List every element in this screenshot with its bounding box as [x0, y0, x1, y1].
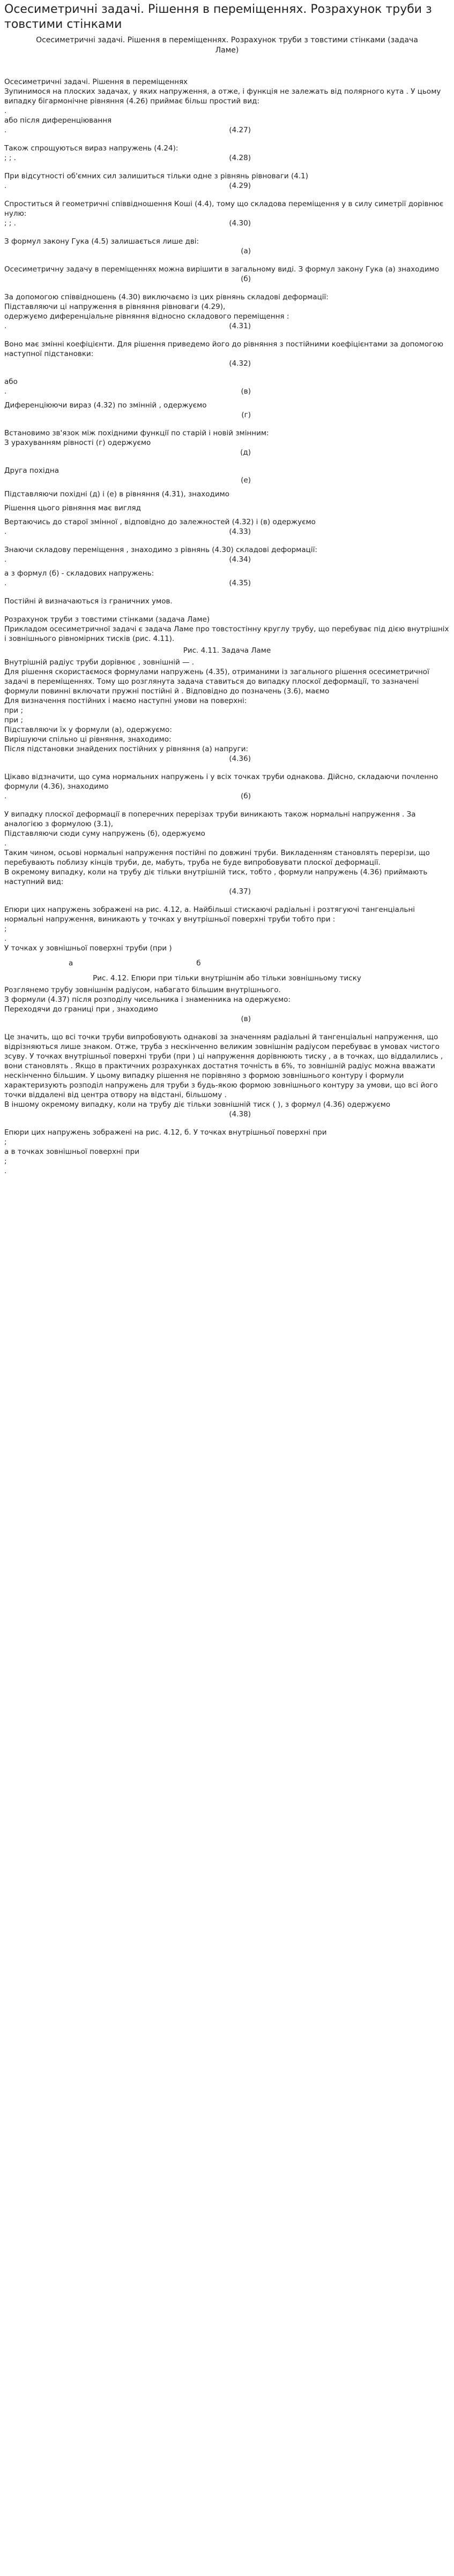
paragraph: Підставляючи сюди суму напружень (б), одержуємо [4, 829, 205, 838]
paragraph: З формули (4.37) після розподілу чисельника і знаменника на одержуємо: [4, 995, 291, 1004]
equation-line [4, 578, 347, 588]
paragraph: . [4, 1167, 7, 1175]
paragraph: або після диференціювання [4, 116, 112, 125]
page-subtitle: Осесиметричні задачі. Рішення в переміщеннях. Розрахунок труби з товстими стінками (задача Ламе) [36, 36, 418, 55]
equation-number: (г) [241, 411, 251, 419]
equation-text: . [4, 527, 7, 536]
spacer [4, 191, 450, 199]
equation-number: (4.32) [229, 359, 251, 368]
figure-label-b: б [196, 959, 201, 968]
equation-number: (4.37) [229, 887, 251, 896]
equation-number: (4.29) [229, 182, 251, 190]
paragraph: Також спрощуються вираз напружень (4.24): [4, 144, 178, 153]
paragraph: Вертаючись до старої змінної , відповідно до залежностей (4.32) і (в) одержуємо [4, 518, 316, 526]
equation-line [4, 153, 347, 163]
spacer [4, 564, 450, 569]
paragraph: Це значить, що всі точки труби випробовують однакові за значенням радіальні й тангенціальні напруження, що відрізняються лише знаком. Отже, труба з нескінченно великим зовнішнім радіусом перебуває в умовах чистого зсуву. У точках внутрішньої поверхні труби (при ) ці напруження дорівнюють тиску , а в точках, що віддалились , вони становлять . Якщо в практичних розрахунках достатня точність в 6%, то зовнішній радіус можна вважати нескінченно більшим. У цьому випадку рішення не порівняно з формою зовнішнього контуру і формули характеризують розподіл напружень для труби з будь-якою формою зовнішнього контуру за умови, що всі його точки віддалені від центра отвору на відстані, більшому . [4, 1033, 443, 1099]
paragraph: Для визначення постійних і маємо наступні умови на поверхні: [4, 697, 247, 705]
paragraph: У точках у зовнішньої поверхні труби (при ) [4, 944, 172, 953]
spacer [4, 228, 450, 237]
paragraph: Знаючи складову переміщення , знаходимо з рівнянь (4.30) складові деформації: [4, 546, 317, 554]
paragraph: Для рішення скористаємося формулами напружень (4.35), отриманими із загального рішення осесиметричної задачі в переміщеннях. Тому що розглянута задача ставиться до випадку плоскої деформації, то зазначені формули повинні включати пружні постійні й . Відповідно до позначень (3.6), маємо [4, 668, 429, 696]
paragraph: Осесиметричні задачі. Рішення в переміщеннях [4, 78, 188, 86]
paragraph: Рішення цього рівняння має вигляд [4, 504, 142, 512]
paragraph: За допомогою співвідношень (4.30) виключаємо із цих рівнянь складові деформації: [4, 293, 329, 301]
paragraph: В іншому окремому випадку, коли на трубу діє тільки зовнішній тиск ( ), з формул (4.36) одержуємо [4, 1100, 391, 1109]
spacer [4, 457, 450, 466]
paragraph: При відсутності об'ємних сил залишиться тільки одне з рівнянь рівноваги (4.1) [4, 172, 308, 180]
paragraph: Внутрішній радіус труби дорівнює , зовнішній — . [4, 658, 195, 667]
spacer [4, 801, 450, 810]
equation-text: ; ; . [4, 154, 16, 162]
spacer [4, 896, 450, 905]
equation-number: (4.31) [229, 322, 251, 330]
figure-caption: Рис. 4.12. Епюри при тільки внутрішнім або тільки зовнішньому тиску [93, 974, 361, 983]
equation-line [4, 218, 347, 228]
equation-line [4, 1014, 347, 1024]
equation-line [4, 181, 347, 191]
spacer [4, 331, 450, 339]
paragraph: при ; [4, 706, 24, 715]
equation-number: (4.35) [229, 579, 251, 587]
paragraph: Підставляючи ці напруження в рівняння рівноваги (4.29), [4, 303, 226, 311]
equation-text: . [4, 387, 7, 396]
equation-number: (д) [240, 448, 251, 457]
paragraph: Спроститься й геометричні співвідношення Коші (4.4), тому що складова переміщення у в силу симетрії дорівнює нулю: [4, 200, 444, 218]
paragraph: одержуємо диференціальне рівняння відносно складового переміщення : [4, 312, 289, 321]
spacer [4, 135, 450, 143]
paragraph: а в точках зовнішньої поверхні при [4, 1147, 139, 1156]
paragraph: Після підстановки знайдених постійних у рівняння (а) напруги: [4, 745, 249, 753]
spacer [4, 764, 450, 772]
spacer [4, 163, 450, 171]
equation-line [4, 246, 347, 256]
spacer [4, 256, 450, 265]
paragraph: Розрахунок труби з товстими стінками (задача Ламе) [4, 615, 210, 624]
page [0, 0, 454, 1176]
paragraph: Воно має змінні коефіцієнти. Для рішення приведемо його до рівняння з постійними коефіцієнтами за допомогою наступної підстановки: [4, 340, 443, 358]
paragraph: ; [4, 925, 7, 933]
equation-line [4, 410, 347, 420]
spacer [4, 420, 450, 428]
spacer [4, 606, 450, 615]
paragraph: У випадку плоскої деформації в поперечних перерізах труби виникають також нормальні напруження . За аналогією з формулою (3.1), [4, 810, 416, 828]
paragraph: Цікаво відзначити, що сума нормальних напружень і у всіх точках труби однакова. Дійсно, складаючи почленно формули (4.36), знаходимо [4, 773, 438, 791]
paragraph: Епюри цих напружень зображені на рис. 4.12, б. У точках внутрішньої поверхні при [4, 1128, 327, 1137]
paragraph: Епюри цих напружень зображені на рис. 4.12, а. Найбільші стискаючі радіальні і розтягуючі тангенціальні нормальні напруження, виникають у точках у внутрішньої поверхні труби тобто при : [4, 905, 415, 924]
paragraph: Переходячи до границі при , знаходимо [4, 1005, 158, 1014]
equation-line [4, 527, 347, 537]
paragraph: Розглянемо трубу зовнішнім радіусом, набагато більшим внутрішнього. [4, 986, 281, 994]
paragraph: при ; [4, 716, 24, 724]
equation-number: (4.33) [229, 527, 251, 536]
equation-text: . [4, 126, 7, 134]
paragraph: . [4, 934, 7, 943]
figure-label-a: а [69, 959, 73, 968]
equation-number: (в) [241, 387, 251, 396]
equation-line [4, 359, 347, 368]
paragraph: а з формул (б) - складових напружень: [4, 569, 154, 578]
equation-number: (4.27) [229, 126, 251, 134]
equation-number: (4.30) [229, 219, 251, 228]
paragraph: Диференціюючи вираз (4.32) по змінній , одержуємо [4, 401, 207, 410]
paragraph: Підставляючи їх у формули (а), одержуємо: [4, 726, 172, 734]
equation-number: (4.28) [229, 154, 251, 162]
spacer [4, 499, 450, 503]
equation-text: . [4, 555, 7, 564]
equation-text: . [4, 579, 7, 587]
equation-line [4, 1109, 347, 1119]
equation-text: . [4, 322, 7, 330]
equation-line [4, 887, 347, 896]
equation-line [4, 754, 347, 764]
equation-number: (е) [241, 476, 251, 485]
spacer [4, 537, 450, 545]
equation-line [4, 791, 347, 801]
paragraph: Зупинимося на плоских задачах, у яких напруження, а отже, і функція не залежать від полярного кута . У цьому випадку бігармонічне рівняння (4.26) приймає більш простий вид: [4, 87, 441, 105]
equation-line [4, 274, 347, 284]
paragraph: Прикладом осесиметричної задачі є задача Ламе про товстостінну круглу трубу, що перебуває під дією внутрішніх і зовнішнього рівномірних тисків (рис. 4.11). [4, 625, 449, 643]
equation-text: ; ; . [4, 219, 16, 228]
equation-line [4, 555, 347, 564]
equation-line [4, 448, 347, 457]
spacer [4, 368, 450, 377]
paragraph: З урахуванням рівності (г) одержуємо [4, 439, 151, 447]
spacer [4, 1119, 450, 1128]
equation-line [4, 125, 347, 135]
paragraph: ; [4, 1157, 7, 1166]
spacer [4, 485, 450, 489]
document-body [4, 77, 450, 1176]
paragraph: В окремому випадку, коли на трубу діє тільки внутрішній тиск, тобто , формули напружень (4.36) приймають наступний вид: [4, 868, 428, 886]
paragraph: Таким чином, осьові нормальні напруження постійні по довжині труби. Викладенням становлять перерізи, що перебувають поблизу кінців труби, де, мабуть, труба не буде випробовувати плоскої деформації. [4, 849, 430, 867]
equation-number: (в) [241, 1015, 251, 1023]
equation-number: (б) [241, 275, 251, 283]
paragraph: або [4, 377, 18, 386]
paragraph: Друга похідна [4, 466, 59, 475]
equation-line [4, 387, 347, 396]
equation-number: (б) [241, 792, 251, 800]
paragraph: Вирішуючи спільно ці рівняння, знаходимо: [4, 735, 172, 744]
paragraph: З формул закону Гука (4.5) залишається лише дві: [4, 237, 199, 246]
equation-text: . [4, 792, 7, 800]
paragraph: Встановимо зв'язок між похідними функції по старій і новій змінним: [4, 429, 269, 437]
spacer [4, 396, 450, 401]
equation-text: . [4, 182, 7, 190]
equation-line [4, 475, 347, 485]
spacer [4, 513, 450, 517]
spacer [4, 284, 450, 292]
page-title: Осесиметричні задачі. Рішення в переміщеннях. Розрахунок труби з товстими стінками [4, 3, 432, 31]
figure-caption: Рис. 4.11. Задача Ламе [183, 646, 271, 655]
paragraph: Підставляючи похідні (д) і (е) в рівняння (4.31), знаходимо [4, 490, 230, 498]
paragraph: Осесиметричну задачу в переміщеннях можна вирішити в загальному виді. З формул закону Гука (а) знаходимо [4, 265, 440, 274]
paragraph: . [4, 839, 7, 848]
paragraph: Постійні й визначаються із граничних умов. [4, 597, 173, 606]
equation-number: (4.36) [229, 754, 251, 763]
equation-number: (а) [241, 247, 251, 255]
equation-number: (4.38) [229, 1110, 251, 1119]
spacer [4, 588, 450, 596]
equation-number: (4.34) [229, 555, 251, 564]
spacer [4, 1024, 450, 1032]
paragraph: . [4, 107, 7, 115]
figure-panel-labels [4, 958, 450, 968]
equation-line [4, 321, 347, 331]
paragraph: ; [4, 1138, 7, 1146]
